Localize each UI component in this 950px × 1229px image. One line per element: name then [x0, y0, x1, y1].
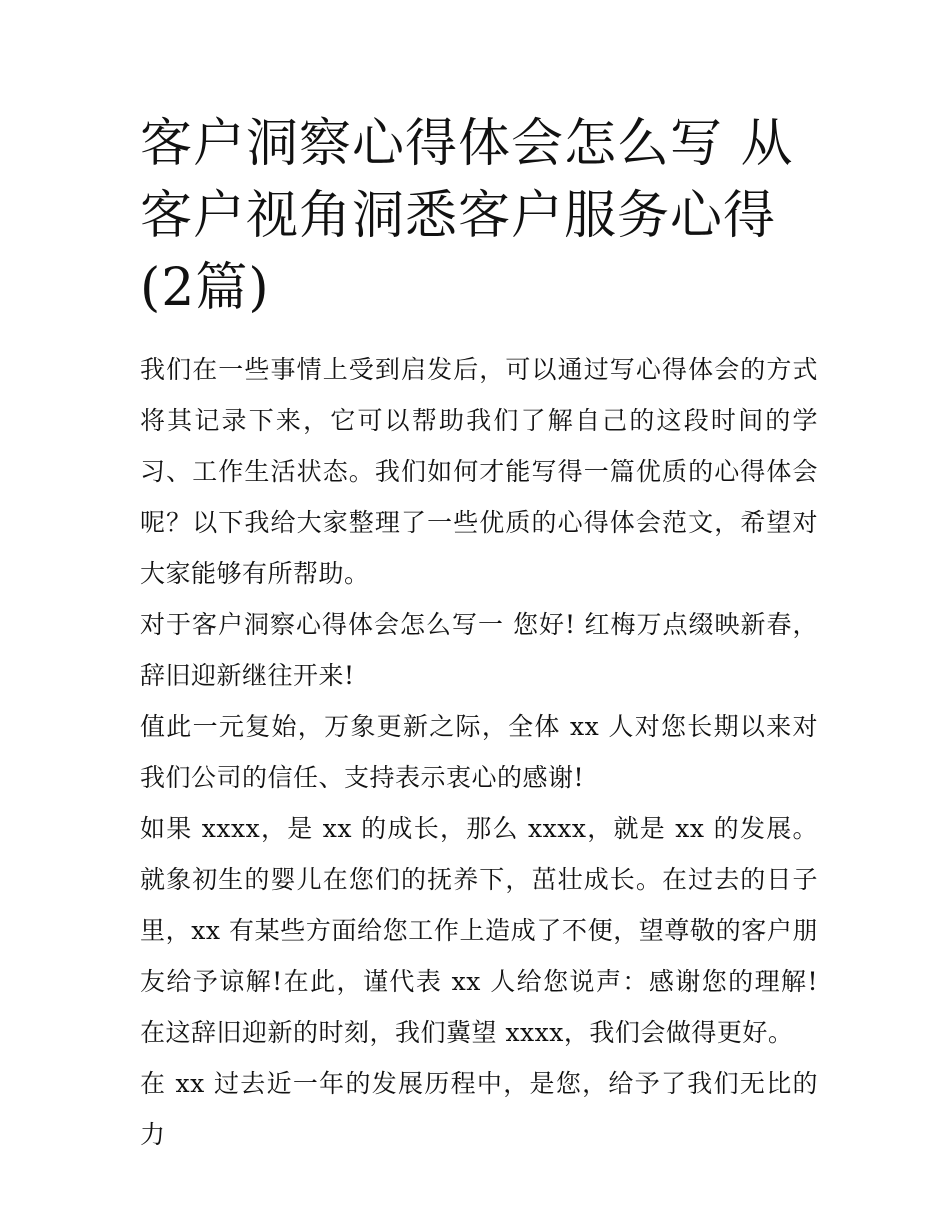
paragraph-thanks: 值此一元复始，万象更新之际，全体 xx 人对您长期以来对我们公司的信任、支持表示衷心的感谢!	[140, 712, 818, 792]
paragraph-intro: 我们在一些事情上受到启发后，可以通过写心得体会的方式将其记录下来，它可以帮助我们了解自己的这段时间的学习、工作生活状态。我们如何才能写得一篇优质的心得体会呢？以下我给大家整理了一些优质的心得体会范文，希望对大家能够有所帮助。	[140, 355, 818, 588]
document-title: 客户洞察心得体会怎么写 从客户视角洞悉客户服务心得(2篇)	[140, 114, 794, 318]
paragraph-greeting: 对于客户洞察心得体会怎么写一 您好! 红梅万点缀映新春，辞旧迎新继往开来!	[140, 610, 818, 690]
paragraph-growth: 如果 xxxx，是 xx 的成长，那么 xxxx，就是 xx 的发展。就象初生的婴儿在您们的抚养下，茁壮成长。在过去的日子里，xx 有某些方面给您工作上造成了不便，望尊敬的客户朋友给予谅解!在此，谨代表 xx 人给您说声：感谢您的理解!在这辞旧迎新的时刻，我们冀望 xxxx，我们会做得更好。	[140, 814, 818, 1047]
paragraph-history: 在 xx 过去近一年的发展历程中，是您，给予了我们无比的力	[140, 1069, 818, 1149]
